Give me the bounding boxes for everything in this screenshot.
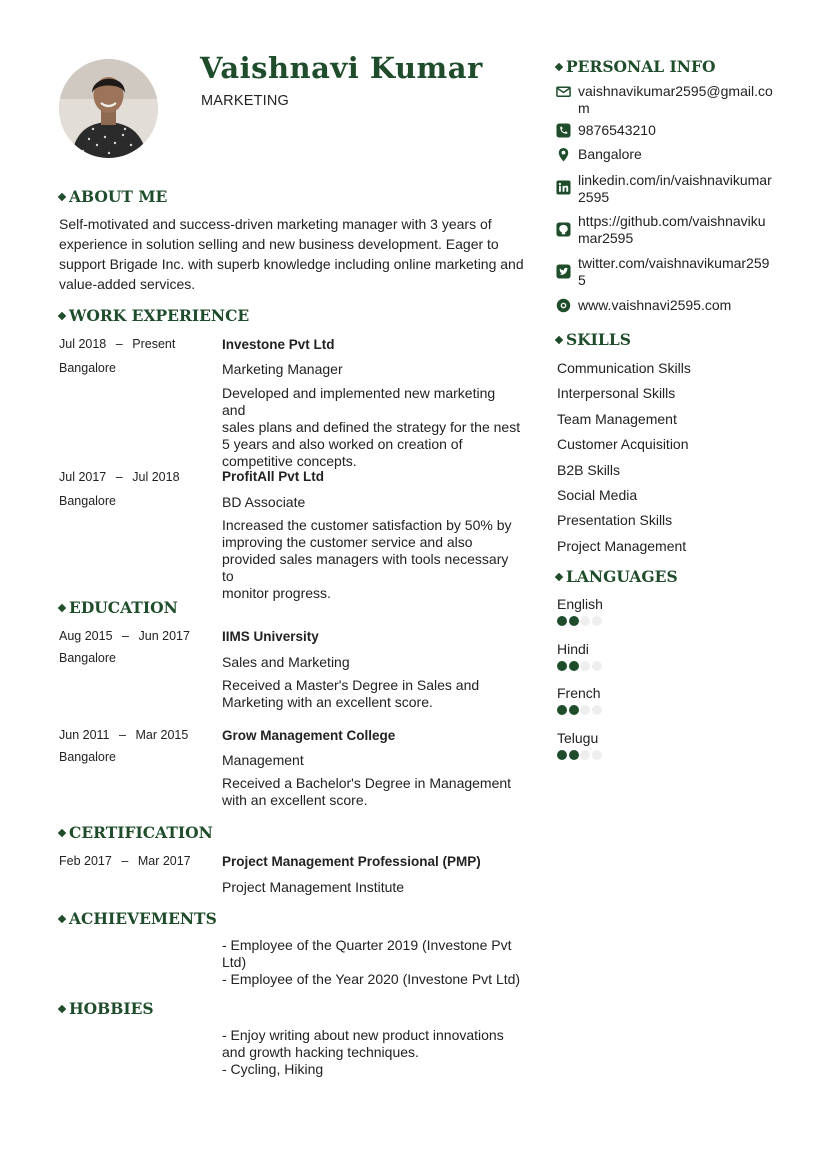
profile-photo-image bbox=[59, 59, 158, 158]
section-heading-certification bbox=[58, 823, 213, 842]
job-location: Bangalore bbox=[59, 361, 116, 375]
website-text bbox=[578, 297, 731, 314]
diamond-bullet-icon bbox=[58, 914, 66, 922]
diamond-bullet-icon bbox=[555, 335, 563, 343]
language-level bbox=[557, 616, 603, 626]
description-line: sales plans and defined the strategy for the nest bbox=[222, 419, 521, 435]
section-heading-achievements bbox=[58, 909, 217, 928]
description-line: improving the customer service and also bbox=[222, 534, 473, 550]
date-separator: – bbox=[119, 728, 126, 742]
education-school: Grow Management College bbox=[222, 728, 396, 743]
date-separator: – bbox=[115, 470, 123, 484]
language-level bbox=[557, 661, 602, 671]
globe-icon bbox=[556, 298, 571, 313]
date-end: Jul 2018 bbox=[132, 470, 180, 484]
language-level bbox=[557, 750, 602, 760]
contact-email[interactable] bbox=[556, 83, 781, 117]
date-separator: – bbox=[122, 629, 129, 643]
job-company: ProfitAll Pvt Ltd bbox=[222, 469, 324, 484]
date-separator: – bbox=[121, 854, 129, 868]
contact-twitter[interactable] bbox=[556, 255, 781, 289]
level-dot-empty bbox=[580, 661, 590, 671]
hobby-line: and growth hacking techniques. bbox=[222, 1044, 419, 1060]
twitter-icon bbox=[556, 264, 571, 279]
language-level bbox=[557, 705, 602, 715]
level-dot-empty bbox=[580, 750, 590, 760]
diamond-bullet-icon bbox=[58, 311, 66, 319]
job-company: Investone Pvt Ltd bbox=[222, 337, 335, 352]
contact-location bbox=[556, 146, 781, 163]
level-dot-empty bbox=[580, 705, 590, 715]
education-dates bbox=[59, 629, 190, 643]
section-heading-text: SKILLS bbox=[566, 330, 631, 349]
about-text bbox=[59, 214, 529, 294]
job-location: Bangalore bbox=[59, 494, 116, 508]
skill-item: Team Management bbox=[557, 411, 677, 427]
job-dates bbox=[59, 470, 180, 484]
date-end: Jun 2017 bbox=[138, 629, 190, 643]
language-name: Hindi bbox=[557, 641, 589, 657]
description-line: Marketing with an excellent score. bbox=[222, 694, 433, 710]
skill-item: Project Management bbox=[557, 538, 687, 554]
education-field: Sales and Marketing bbox=[222, 654, 350, 670]
about-line: support Brigade Inc. with superb knowledge including online marketing and bbox=[59, 256, 524, 272]
level-dot-empty bbox=[592, 616, 602, 626]
description-line: Developed and implemented new marketing and bbox=[222, 385, 496, 418]
text-line: m bbox=[578, 100, 590, 116]
diamond-bullet-icon bbox=[58, 1004, 66, 1012]
diamond-bullet-icon bbox=[58, 828, 66, 836]
linkedin-icon bbox=[556, 180, 571, 195]
education-field: Management bbox=[222, 752, 304, 768]
language-item bbox=[557, 641, 602, 671]
description-line: with an excellent score. bbox=[222, 792, 368, 808]
language-item bbox=[557, 596, 603, 626]
certification-dates bbox=[59, 854, 191, 868]
hobby-line: - Cycling, Hiking bbox=[222, 1061, 324, 1077]
achievement-line: - Employee of the Year 2020 (Investone Pvt Ltd) bbox=[222, 971, 521, 987]
phone-text bbox=[578, 122, 656, 139]
description-line: Increased the customer satisfaction by 50% by bbox=[222, 517, 512, 533]
linkedin-text bbox=[578, 172, 772, 206]
section-heading-text: EDUCATION bbox=[69, 598, 178, 617]
email-text bbox=[578, 83, 773, 117]
email-icon bbox=[556, 84, 571, 99]
description-line: provided sales managers with tools necessary to bbox=[222, 551, 509, 584]
text-line: https://github.com/vaishnaviku bbox=[578, 213, 766, 229]
level-dot-filled bbox=[557, 616, 567, 626]
candidate-role: MARKETING bbox=[201, 93, 289, 109]
candidate-name: Vaishnavi Kumar bbox=[200, 51, 483, 85]
contact-github[interactable] bbox=[556, 213, 781, 247]
github-icon bbox=[556, 222, 571, 237]
skill-item: B2B Skills bbox=[557, 462, 621, 478]
education-description bbox=[222, 677, 522, 711]
language-name: French bbox=[557, 685, 601, 701]
location-pin-icon bbox=[556, 147, 571, 162]
skill-item: Presentation Skills bbox=[557, 512, 673, 528]
section-heading-text: ACHIEVEMENTS bbox=[69, 909, 217, 928]
text-line: 9876543210 bbox=[578, 122, 656, 138]
date-end: Mar 2015 bbox=[135, 728, 189, 742]
hobbies-list bbox=[222, 1027, 522, 1078]
section-heading-text: CERTIFICATION bbox=[69, 823, 213, 842]
section-heading-hobbies bbox=[58, 999, 154, 1018]
certification-issuer: Project Management Institute bbox=[222, 879, 405, 895]
description-line: Received a Master's Degree in Sales and bbox=[222, 677, 480, 693]
level-dot-filled bbox=[569, 750, 579, 760]
description-line: monitor progress. bbox=[222, 585, 331, 601]
achievement-line: Ltd) bbox=[222, 954, 247, 970]
section-heading-text: WORK EXPERIENCE bbox=[69, 306, 250, 325]
certification-title: Project Management Professional (PMP) bbox=[222, 854, 481, 869]
level-dot-empty bbox=[592, 750, 602, 760]
diamond-bullet-icon bbox=[58, 603, 66, 611]
diamond-bullet-icon bbox=[555, 62, 563, 70]
diamond-bullet-icon bbox=[555, 572, 563, 580]
section-heading-work bbox=[58, 306, 249, 325]
education-location: Bangalore bbox=[59, 651, 116, 665]
about-line: value-added services. bbox=[59, 276, 196, 292]
date-end: Present bbox=[132, 337, 176, 351]
github-text bbox=[578, 213, 766, 247]
location-text bbox=[578, 146, 642, 163]
section-heading-text: HOBBIES bbox=[69, 999, 154, 1018]
level-dot-empty bbox=[592, 705, 602, 715]
contact-linkedin[interactable] bbox=[556, 172, 781, 206]
education-dates bbox=[59, 728, 188, 742]
text-line: vaishnavikumar2595@gmail.co bbox=[578, 83, 773, 99]
skill-item: Social Media bbox=[557, 487, 638, 503]
text-line: linkedin.com/in/vaishnavikumar bbox=[578, 172, 772, 188]
phone-icon bbox=[556, 123, 571, 138]
skill-item: Interpersonal Skills bbox=[557, 385, 676, 401]
date-separator: – bbox=[115, 337, 123, 351]
language-item bbox=[557, 685, 602, 715]
education-location: Bangalore bbox=[59, 750, 116, 764]
date-end: Mar 2017 bbox=[137, 854, 191, 868]
section-heading-education bbox=[58, 598, 178, 617]
skill-item: Communication Skills bbox=[557, 360, 691, 376]
level-dot-filled bbox=[557, 705, 567, 715]
date-start: Feb 2017 bbox=[59, 854, 112, 868]
language-name: English bbox=[557, 596, 603, 612]
skill-item: Customer Acquisition bbox=[557, 436, 689, 452]
section-heading-about bbox=[58, 187, 167, 206]
contact-phone[interactable] bbox=[556, 122, 781, 139]
date-start: Jun 2011 bbox=[59, 728, 110, 742]
about-line: Self-motivated and success-driven marketing manager with 3 years of bbox=[59, 216, 492, 232]
twitter-text bbox=[578, 255, 769, 289]
description-line: 5 years and also worked on creation of bbox=[222, 436, 463, 452]
diamond-bullet-icon bbox=[58, 192, 66, 200]
section-heading-text: PERSONAL INFO bbox=[566, 57, 716, 76]
language-name: Telugu bbox=[557, 730, 599, 746]
text-line: twitter.com/vaishnavikumar259 bbox=[578, 255, 770, 271]
achievement-line: - Employee of the Quarter 2019 (Investone Pvt bbox=[222, 937, 512, 953]
level-dot-empty bbox=[580, 616, 590, 626]
language-item bbox=[557, 730, 602, 760]
achievements-list bbox=[222, 937, 522, 988]
text-line: mar2595 bbox=[578, 230, 634, 246]
text-line: 5 bbox=[578, 272, 586, 288]
description-line: competitive concepts. bbox=[222, 453, 357, 469]
text-line: www.vaishnavi2595.com bbox=[578, 297, 732, 313]
text-line: 2595 bbox=[578, 189, 610, 205]
hobby-line: - Enjoy writing about new product innovations bbox=[222, 1027, 504, 1043]
profile-photo bbox=[59, 59, 158, 158]
job-description bbox=[222, 517, 522, 602]
section-heading-text: LANGUAGES bbox=[566, 567, 678, 586]
level-dot-filled bbox=[569, 616, 579, 626]
contact-website[interactable] bbox=[556, 297, 781, 314]
education-description bbox=[222, 775, 522, 809]
level-dot-filled bbox=[557, 661, 567, 671]
level-dot-filled bbox=[557, 750, 567, 760]
section-heading-personal-info bbox=[555, 57, 715, 76]
date-start: Jul 2018 bbox=[59, 337, 107, 351]
job-position: Marketing Manager bbox=[222, 361, 343, 377]
section-heading-languages bbox=[555, 567, 678, 586]
description-line: Received a Bachelor's Degree in Management bbox=[222, 775, 512, 791]
about-line: experience in solution selling and new business development. Eager to bbox=[59, 236, 499, 252]
level-dot-filled bbox=[569, 705, 579, 715]
level-dot-empty bbox=[592, 661, 602, 671]
job-description bbox=[222, 385, 522, 470]
section-heading-skills bbox=[555, 330, 631, 349]
education-school: IIMS University bbox=[222, 629, 319, 644]
level-dot-filled bbox=[569, 661, 579, 671]
job-dates bbox=[59, 337, 175, 351]
section-heading-text: ABOUT ME bbox=[69, 187, 168, 206]
date-start: Aug 2015 bbox=[59, 629, 113, 643]
text-line: Bangalore bbox=[578, 146, 642, 162]
date-start: Jul 2017 bbox=[59, 470, 107, 484]
job-position: BD Associate bbox=[222, 494, 306, 510]
